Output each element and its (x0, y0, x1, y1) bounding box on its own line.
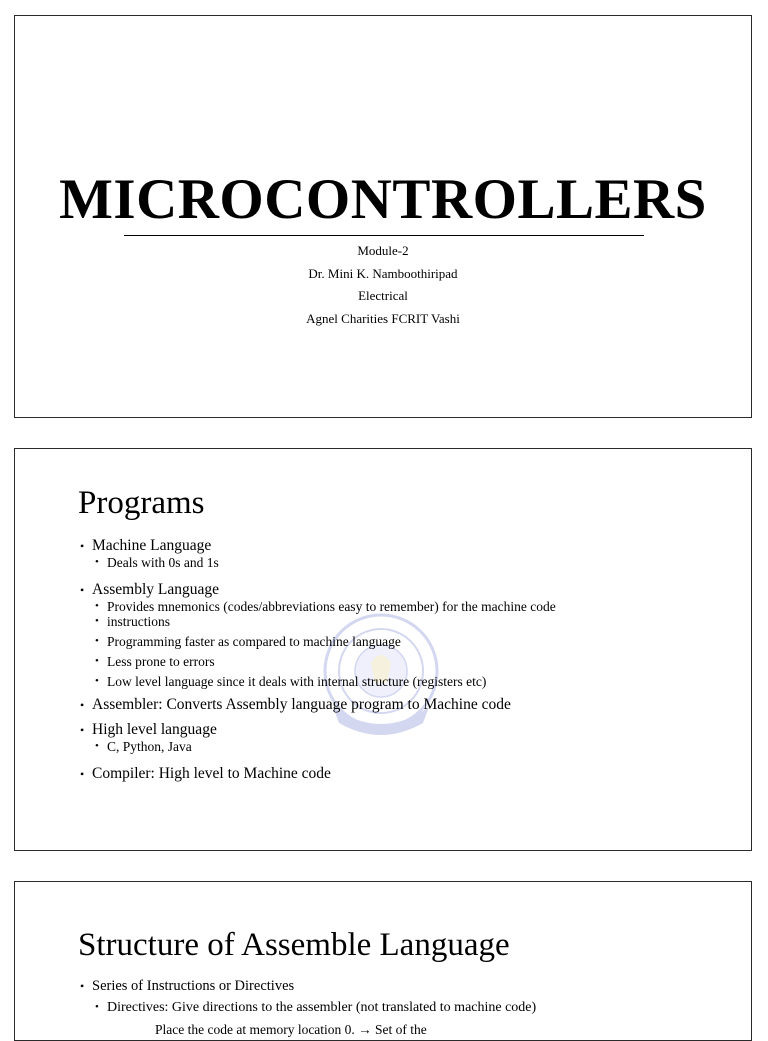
module-label: Module-2 (357, 243, 409, 258)
sub-bullet: • Deals with 0s and 1s (79, 555, 721, 570)
sub-bullet-directives: • Directives: Give directions to the assembler (not translated to machine code) (79, 1000, 721, 1015)
bullet-assembler: • Assembler: Converts Assembly language program to Machine code (79, 696, 721, 714)
programs-slide (14, 448, 752, 851)
title-slide (14, 15, 752, 418)
sub-bullet: • Provides mnemonics (codes/abbreviations easy to remember) for the machine code (79, 599, 721, 614)
slide-title-programs: Programs (78, 485, 205, 521)
sub-bullet: • Programming faster as compared to machine language (79, 634, 721, 649)
department: Electrical (358, 288, 408, 303)
sub-bullet: • Low level language since it deals with internal structure (registers etc) (79, 674, 721, 689)
bullet-high-level-language: • High level language (79, 721, 721, 739)
slide-title-structure: Structure of Assemble Language (78, 927, 510, 963)
author-name: Dr. Mini K. Namboothiripad (308, 265, 458, 281)
bullet-assembly-language: • Assembly Language (79, 581, 721, 599)
programs-bullet-list (79, 537, 721, 783)
sub-bullet: • C, Python, Java (79, 739, 721, 754)
sub-bullet-continuation (79, 614, 721, 629)
presentation-title: MICROCONTROLLERS (59, 168, 707, 231)
sub-bullet-continuation-text: instructions (107, 614, 170, 629)
title-underline (124, 235, 644, 236)
sub-bullet: • Less prone to errors (79, 654, 721, 669)
bullet-machine-language: • Machine Language (79, 537, 721, 555)
structure-bullet-list (79, 977, 721, 1037)
structure-slide (14, 881, 752, 1041)
bullet-compiler: • Compiler: High level to Machine code (79, 765, 721, 783)
sub-sub-bullet-cropped: Place the code at memory location 0. → Set of the (155, 1022, 427, 1037)
bullet-series-of-instructions: • Series of Instructions or Directives (79, 977, 721, 995)
institution: Agnel Charities FCRIT Vashi (306, 310, 460, 326)
title-subtitle-block (15, 243, 751, 333)
